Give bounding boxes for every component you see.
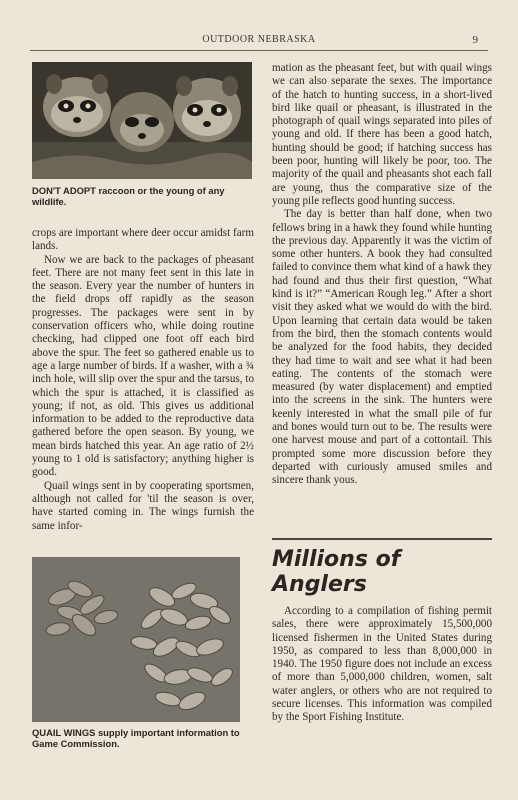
section-body — [272, 605, 492, 725]
raccoon-illustration — [32, 62, 252, 179]
article-column-left — [32, 227, 254, 533]
running-head — [0, 34, 518, 48]
paragraph: crops are important where deer occur amidst farm lands. — [32, 227, 254, 253]
paragraph: Now we are back to the packages of pheasant feet. There are not many feet sent in this late in the season. Every year the number of hunters in the field drops off rapidly as the season progresses. The packages were sent in by conservation officers who, while doing routine checking, had clipped one foot off each bird above the spur. The feet so gathered enable us to age a large number of birds. If a washer, with a ¾ inch hole, will slip over the spur and the tarsus, to which the spur is attached, it is classified as young; if not, as old. This gives us additional information to be added to the reproductive data gathered before the open season. By young, we mean birds hatched this year. An age ratio of 2½ young to 1 old is satisfactory; anything higher is good. — [32, 253, 254, 479]
quail-wings-caption: QUAIL WINGS supply important information to Game Commission. — [32, 727, 240, 749]
raccoon-caption: DON'T ADOPT raccoon or the young of any wildlife. — [32, 185, 225, 207]
paragraph: Quail wings sent in by cooperating sportsmen, although not called for 'til the season is over, have started coming in. The wings furnish the same infor- — [32, 479, 254, 532]
paragraph: The day is better than half done, when two fellows bring in a hawk they found while hunting the previous day. Apparently it was the victim of some other hunters. A book they had consulted failed to convince them what kind of a hawk they had found and thus their first question, “What kind is it?” “American Rough leg.” After a short visit they asked what we would do with the bird. Upon learning that certain data would be taken from the bird, then the stomach contents would be analyzed for the food habits, they decided they had time to wait and see what it had been eating. The contents of the stomach were measured (by water displacement) and emptied into the screens in the sink. The hunters were keenly interested in what the small pile of fur and bones would turn out to be. The results were one harvest mouse and part of a cottontail. This prompted some more discussion before they departed with curiously amused smiles and sincere thank yous. — [272, 208, 492, 487]
publication-title: OUTDOOR NEBRASKA — [202, 34, 316, 45]
section-rule — [272, 538, 492, 540]
section-title: Millions of Anglers — [272, 547, 401, 597]
quail-wings-photo — [32, 557, 240, 722]
paragraph: According to a compilation of fishing permit sales, there were approximately 15,500,000 licensed fishermen in the United States during 1950, as compared to less than 8,000,000 in 1940. The 1950 figure does not include an excess of more than 5,000,000 children, women, salt water anglers, or others who are not required to secure licenses. This information was compiled by the Sport Fishing Institute. — [272, 605, 492, 724]
raccoon-photo — [32, 62, 252, 179]
header-rule — [30, 50, 488, 51]
article-column-right — [272, 62, 492, 488]
quail-wings-illustration — [32, 557, 240, 722]
paragraph: mation as the pheasant feet, but with quail wings we can also separate the sexes. The importance of the hatch to hunting success, in a short-lived bird like quail or pheasant, is illustrated in the photograph of quail wings separated into piles of young and old. If there has been a good hatch, hunting should be good; if hatching success has been poor, hunting will likely be poor, too. The majority of the quail and pheasants shot each fall are young, thus the comparative size of the young pile reflects good hunting success. — [272, 62, 492, 207]
page-number: 9 — [472, 34, 478, 46]
